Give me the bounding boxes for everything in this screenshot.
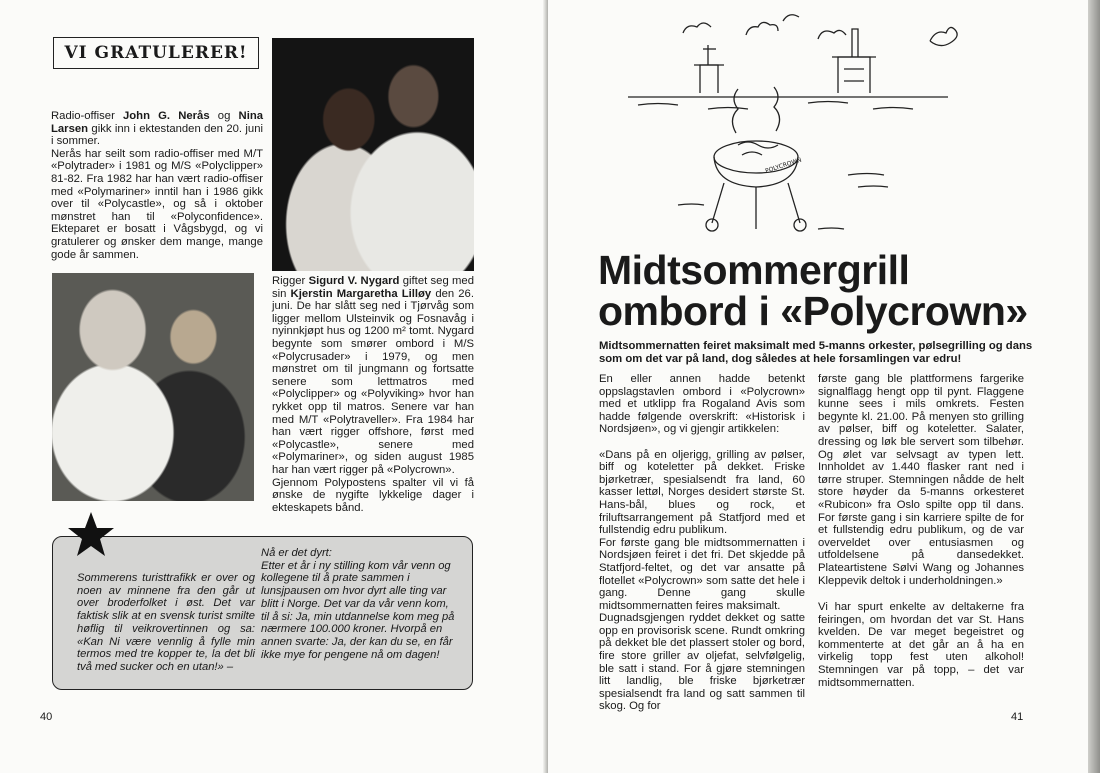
article-title <box>598 247 1058 334</box>
page-edge <box>1088 0 1100 773</box>
article-column-2 <box>818 373 1024 587</box>
grill-label: POLYCROWN <box>764 156 803 175</box>
article-column-1 <box>599 373 805 713</box>
article-text: Radio-offiser <box>51 110 123 122</box>
left-page <box>0 0 546 773</box>
wedding-article-1 <box>51 110 263 261</box>
paragraph: «Dans på en oljerigg, grilling av pølser, biff og koteletter på dekket. Friske bjørketrær, spesialsendt fra land, 60 kasser lettøl, Norges desidert største St. Hans-bål, blues og rock, et friluftsarrangement på Statfjord med et fullstendig edru publikum. <box>599 448 805 537</box>
article-lead: Midtsommernatten feiret maksimalt med 5-manns orkester, pølsegrilling og dans som om det var på land, dog således at hele forsamlingen var edru! <box>599 340 1033 366</box>
grill-platform-illustration <box>608 5 968 247</box>
paragraph: For første gang ble midtsommernatten i Nordsjøen feiret i det fri. Det skjedde på Statfjord-feltet, og det var ansatte på flotellet «Polycrown» som satte det hele i gang. Denne gang skulle midtsommernatten feires maksimalt. <box>599 536 805 612</box>
right-page <box>548 0 1088 773</box>
article-text: Rigger <box>272 275 309 287</box>
page-number: 40 <box>40 711 53 723</box>
title-line-2: ombord i «Polycrown» <box>598 288 1028 334</box>
humor-story-1: Sommerens turisttrafikk er over og noen av minnene fra den går ut over broderfolket i øst. Det var faktisk slik at en svensk turist smilte høflig til veikrovertinnen og sa: «Kan Ni være vennlig å fylle min termos med tre kopper te, la det bli två med sucker och en utan!» – <box>77 572 255 673</box>
article-text: gikk inn i ektestanden den 20. juni i sommer. <box>51 122 263 148</box>
page-number: 41 <box>1011 711 1024 723</box>
article-text: og <box>209 110 239 122</box>
paragraph: En eller annen hadde betenkt oppslagstavlen ombord i «Polycrown» med et utklipp fra Rogaland Avis som hadde følgende overskrift: «Historisk i Nordsjøen», og vi gjengir artikkelen: <box>599 373 805 436</box>
paragraph: Vi har spurt enkelte av deltakerne fra feiringen, om hvordan det var St. Hans kvelden. De var meget begeistret og kommenterte at det går an å ha en virkelig topp fest uten alkohol! Stemningen var på topp, – det var midtsommernatten. <box>818 601 1024 689</box>
wedding-photo-couple-2 <box>52 273 254 501</box>
title-line-1: Midtsommergrill <box>598 247 910 293</box>
paragraph: Dugnadsgjengen ryddet dekket og satte opp en provisorisk scene. Rundt omkring på dekket ble det plassert stoler og bord, fire store griller av oljefat, selvfølgelig, ble satt i stand. For å gjøre stemningen litt landlig, ble friske bjørketrær spesialsendt fra land og satt sammen til skog. Og for <box>599 612 805 713</box>
humor-story-2: Nå er det dyrt: Etter et år i ny stilling kom vår venn og kollegene til å prate sammen i lunsjpausen om hvor dyrt alle ting var blitt i Norge. Det var da vår venn kom, til å si: Ja, min utdannelse kom meg på nærmere 100.000 kroner. Hvorpå en annen svarte: Ja, der kan du se, en får ikke mye for pengene nå om dagen! <box>261 547 455 661</box>
star-icon <box>66 510 116 560</box>
article-text: den 26. juni. De har slått seg ned i Tjørvåg som ligger mellom Ulsteinvik og Fosnavåg i nyinnkjøpt hus og 1200 m² tomt. Nygard begynte som smører ombord i M/S «Polycrusader» i 1979, og men mønstret om til jungmann og fortsatte senere som lettmatros med «Polyclipper» og «Polyviking» hvor han rykket opp til matros. Senere var han med M/T «Polytraveller». Fra 1984 har han vært rigger offshore, først med «Polycastle», senere med «Polymariner», og siden august 1985 har han vært rigger på «Polycrown». <box>272 287 474 476</box>
groom-name: John G. Nerås <box>123 110 210 122</box>
article-text: giftet seg med sin <box>272 275 474 300</box>
groom-name: Sigurd V. Nygard <box>308 275 400 287</box>
bride-name: Nina Larsen <box>51 110 264 135</box>
wedding-photo-couple-1 <box>272 38 474 271</box>
wedding-article-2 <box>272 275 474 514</box>
paragraph: første gang ble plattformens fargerike signalflagg hengt opp til pynt. Flaggene kunne sees i mils omkrets. Festen begynte kl. 21.00. På menyen sto grilling av pølser, biff og koteletter. Salater, dressing og løk ble servert som tilbehør. Og ølet var selvsagt av typen lett. Innholdet av 1.440 flasker rant ned i tørre struper. Stemningen nådde de helt store høyder da 5-manns orkesteret «Rubicon» fra Oslo spilte opp til dans. For første gang i sin karriere spilte de for et fullstendig edru publikum, og de var overveldet over entusiasmen og utfoldelsene på dansedekket. Plateartistene Sølvi Wang og Johannes Kleppevik deltok i underholdningen.» <box>818 373 1024 587</box>
bride-name: Kjerstin Margaretha Lilløy <box>290 287 432 300</box>
article-text: Gjennom Polypostens spalter vil vi få ønske de nygifte lykkelige dager i ekteskapets bånd. <box>272 476 474 514</box>
section-heading: VI GRATULERER! <box>53 37 259 69</box>
article-text: Nerås har seilt som radio-offiser med M/T «Polytrader» i 1981 og M/S «Polyclipper» 81-82. Fra 1982 har han vært radio-offiser med «Polymariner» inntil han i 1986 gikk over til «Polycastle», og så i oktober mønstret han til «Polyconfidence». Ekteparet er bosatt i Vågsbygd, og vi gratulerer og ønsker dem mange, mange gode år sammen. <box>51 147 263 261</box>
article-column-2-closing <box>818 601 1024 689</box>
